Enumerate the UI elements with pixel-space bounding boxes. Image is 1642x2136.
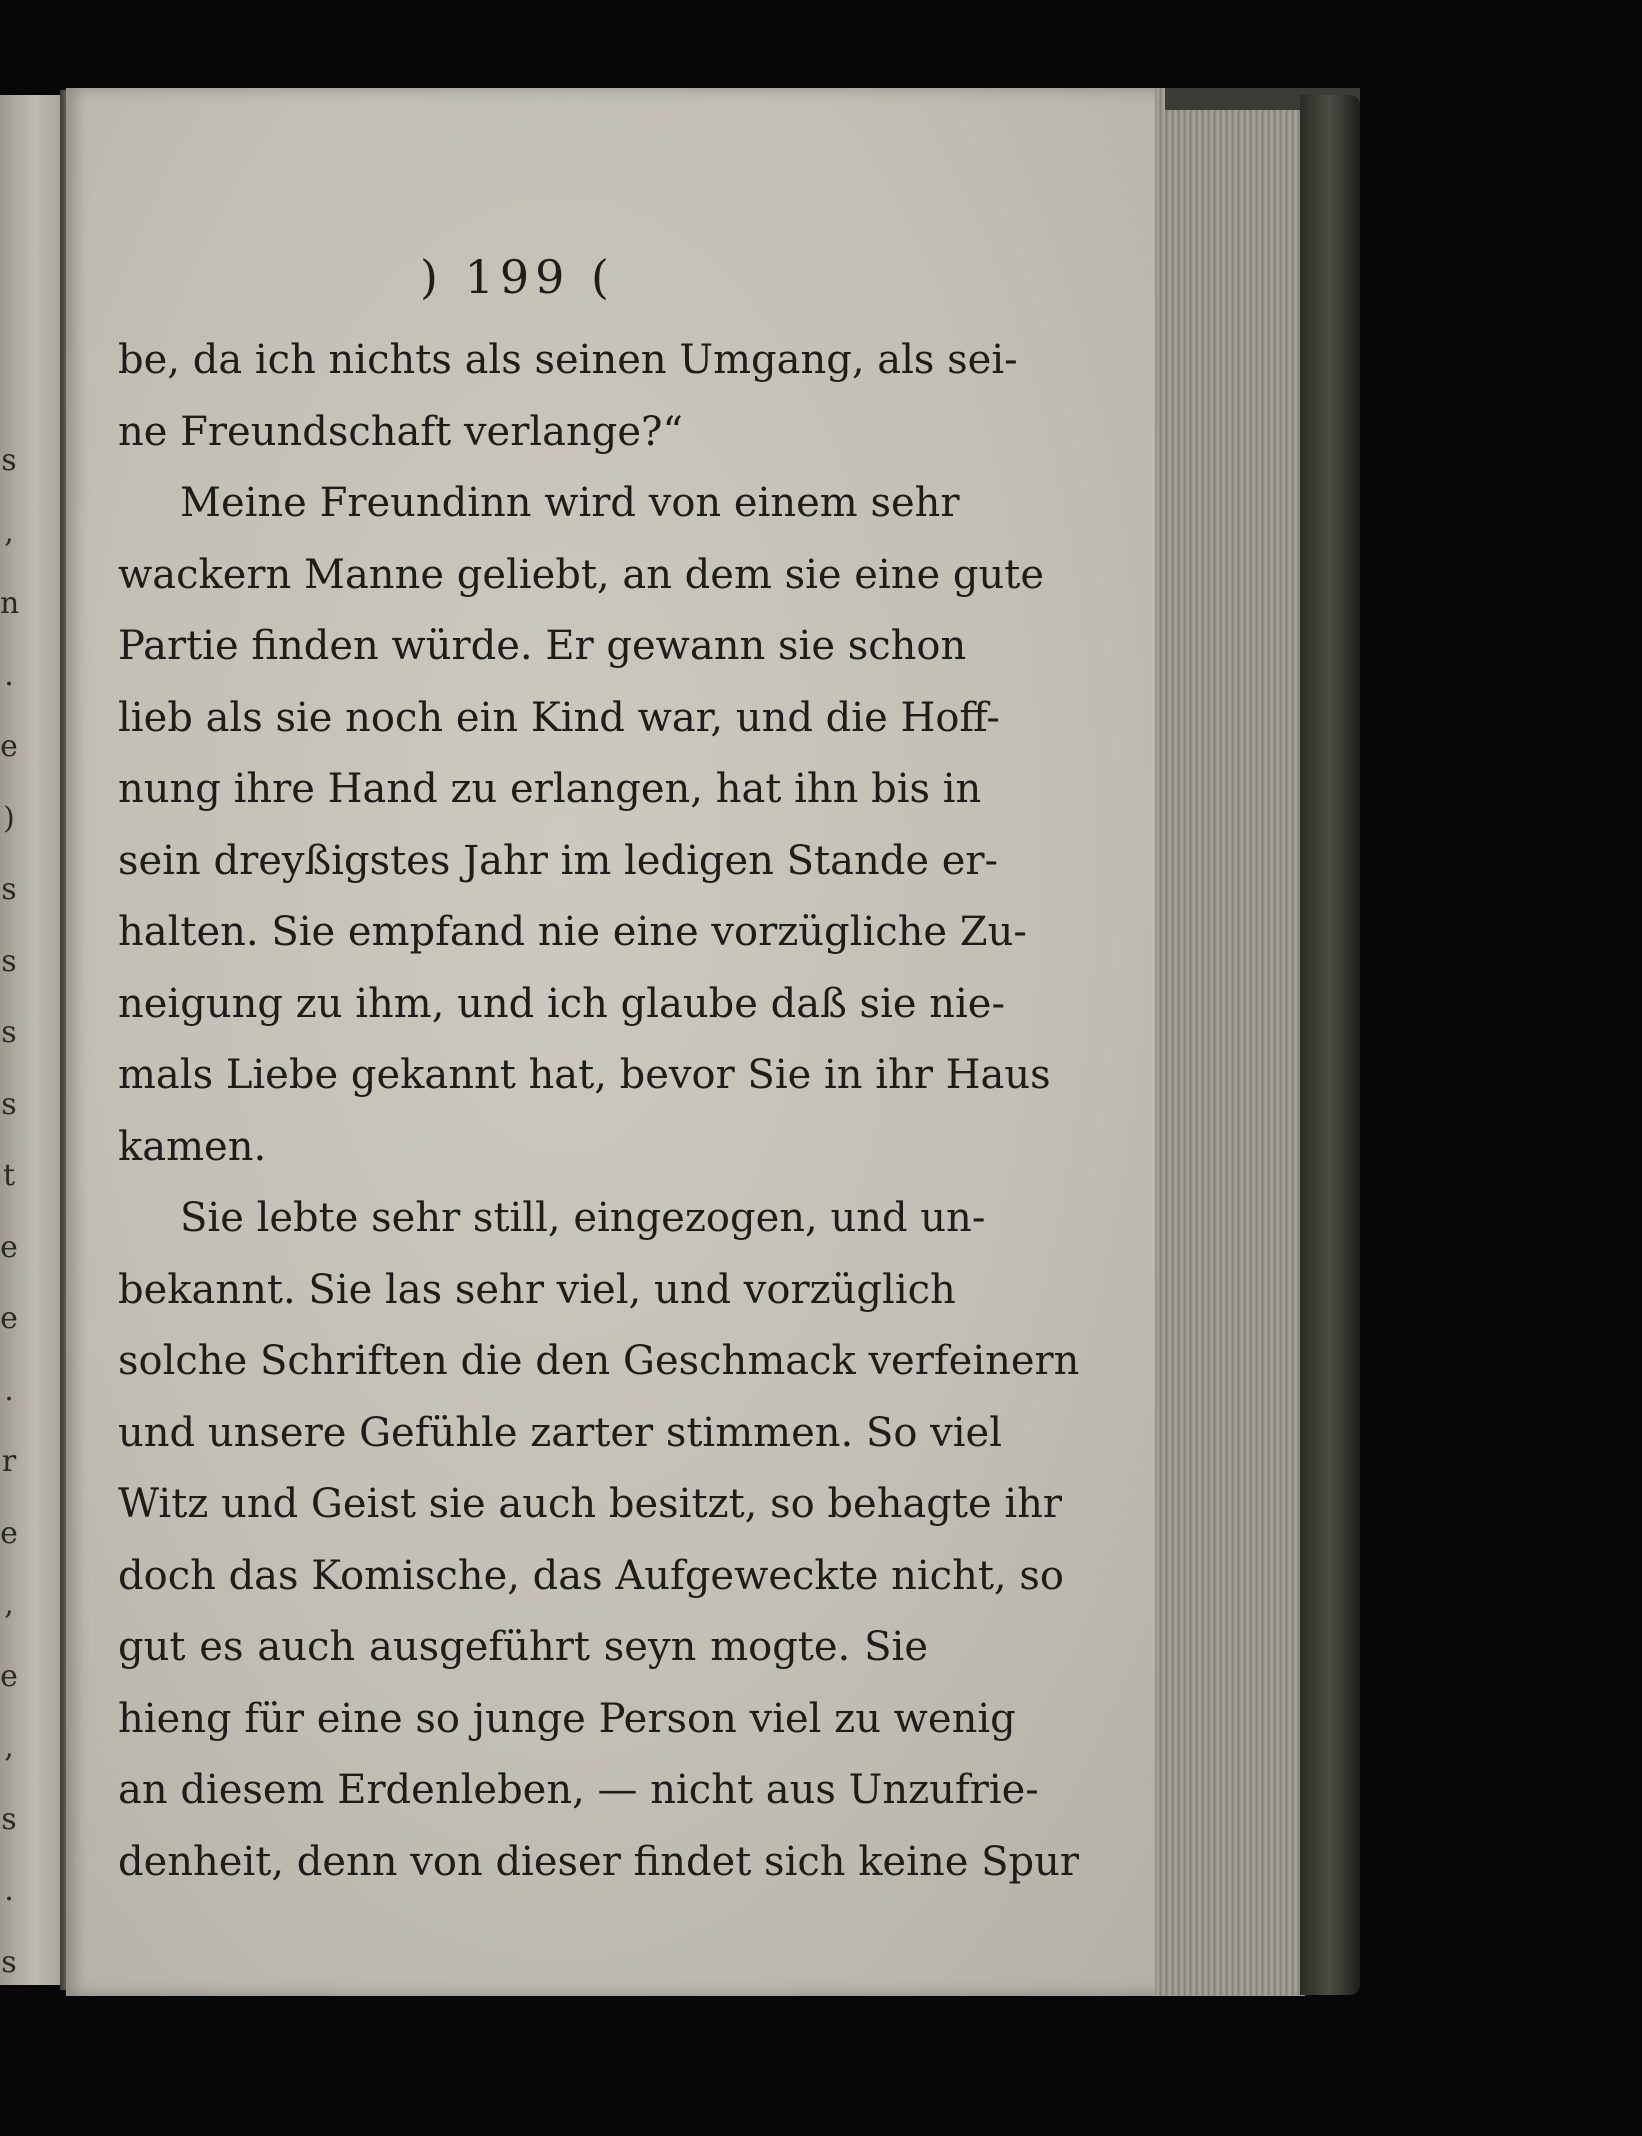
text-line: mals Liebe gekannt hat, bevor Sie in ihr Haus — [118, 1052, 1051, 1098]
facing-page-glyph: s — [1, 443, 17, 478]
text-line: gut es auch ausgeführt seyn mogte. Sie — [118, 1624, 928, 1670]
facing-page-glyph: s — [1, 1801, 17, 1837]
book-cover-edge — [1300, 95, 1360, 1995]
facing-page-glyph: ) — [3, 800, 15, 836]
text-line: Meine Freundinn wird von einem sehr — [180, 480, 960, 526]
text-line: nung ihre Hand zu erlangen, hat ihn bis in — [118, 766, 982, 812]
body-text — [118, 325, 1080, 1898]
facing-page-glyph: e — [0, 1229, 18, 1265]
facing-page-glyph: t — [2, 1158, 16, 1193]
text-line: denheit, denn von dieser findet sich keine Spur — [118, 1838, 1079, 1885]
text-line: sein dreyßigstes Jahr im ledigen Stande er- — [118, 837, 999, 884]
facing-page-glyph: . — [4, 1873, 14, 1908]
facing-page-glyph: e — [0, 1515, 18, 1551]
facing-page-glyph: s — [1, 872, 17, 907]
text-line: Partie finden würde. Er gewann sie schon — [118, 623, 967, 669]
text-line: und unsere Gefühle zarter stimmen. So viel — [118, 1409, 1003, 1456]
text-line: Witz und Geist sie auch besitzt, so behagte ihr — [118, 1481, 1063, 1527]
text-line: wackern Manne geliebt, an dem sie eine gute — [118, 551, 1045, 598]
facing-page-glyph: e — [0, 1658, 18, 1694]
facing-page-glyph: e — [0, 1301, 18, 1336]
facing-page-glyph: , — [4, 514, 14, 550]
facing-page-glyph: s — [1, 1086, 17, 1122]
text-line: kamen. — [118, 1123, 267, 1170]
text-line: ne Freundschaft verlange?“ — [118, 408, 683, 455]
page-number: ) 199 ( — [420, 250, 615, 304]
facing-page-edge — [0, 95, 65, 1985]
facing-page-line-ends — [0, 425, 18, 1998]
facing-page-glyph: s — [1, 1015, 17, 1050]
text-line: neigung zu ihm, und ich glaube daß sie nie- — [118, 980, 1005, 1027]
facing-page-glyph: , — [4, 1730, 14, 1765]
text-line: an diesem Erdenleben, — nicht aus Unzufrie- — [118, 1767, 1039, 1813]
facing-page-glyph: . — [4, 657, 14, 693]
facing-page-glyph: , — [4, 1587, 14, 1622]
text-line: halten. Sie empfand nie eine vorzügliche Zu- — [118, 909, 1027, 955]
facing-page-glyph: n — [0, 586, 20, 621]
page-block-edges — [1155, 88, 1305, 1996]
text-line: doch das Komische, das Aufgeweckte nicht, so — [118, 1552, 1064, 1599]
facing-page-glyph: r — [1, 1444, 17, 1479]
facing-page-glyph: s — [1, 1944, 17, 1980]
text-line: be, da ich nichts als seinen Umgang, als sei- — [118, 337, 1018, 383]
text-line: hieng für eine so junge Person viel zu wenig — [118, 1695, 1016, 1742]
text-line: lieb als sie noch ein Kind war, und die Hoff- — [118, 694, 1000, 741]
text-line: bekannt. Sie las sehr viel, und vorzüglich — [118, 1266, 956, 1313]
facing-page-glyph: s — [1, 943, 17, 979]
facing-page-glyph: . — [4, 1372, 14, 1408]
text-line: Sie lebte sehr still, eingezogen, und un- — [180, 1195, 986, 1241]
facing-page-glyph: e — [0, 729, 18, 764]
text-line: solche Schriften die den Geschmack verfeinern — [118, 1338, 1080, 1384]
